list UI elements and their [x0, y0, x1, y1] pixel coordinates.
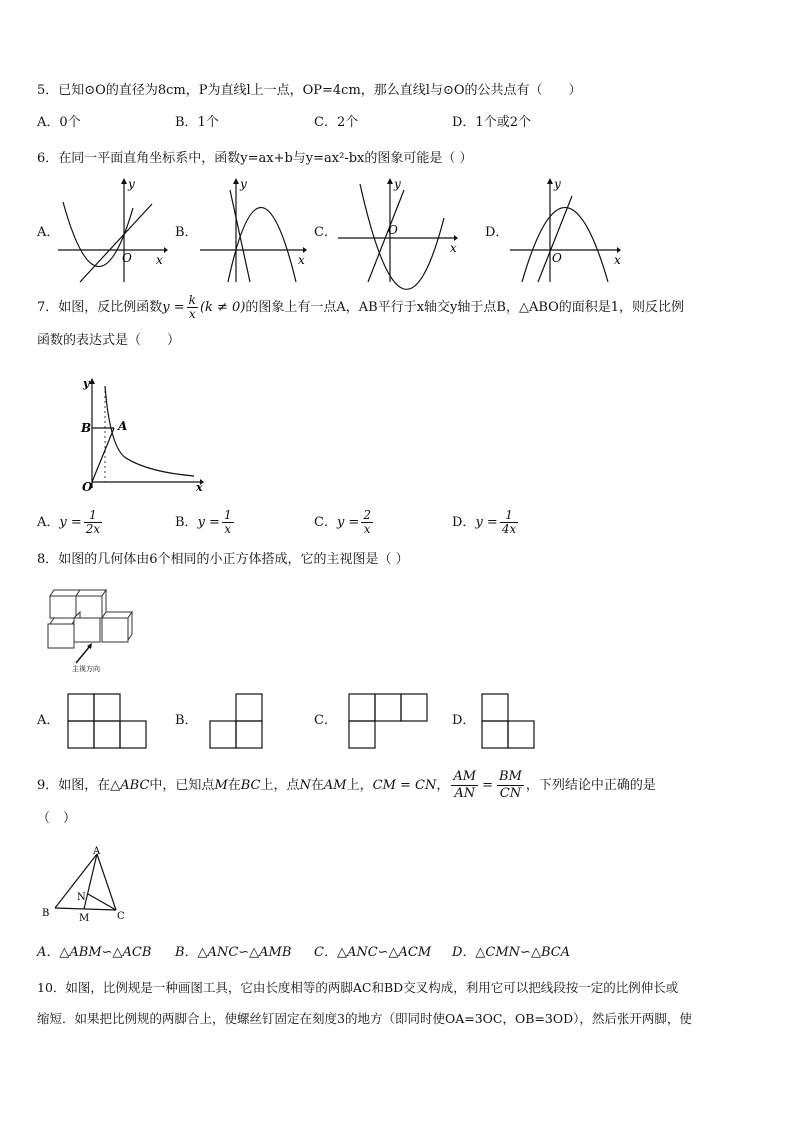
q9-mid4: 在	[310, 778, 324, 793]
q7-stem-pre: 7．如图，反比例函数	[37, 300, 163, 315]
q7-option-d-lhs: y =	[475, 515, 498, 530]
q6c-origin: O	[388, 223, 398, 237]
q7-option-a-num: 1	[84, 509, 102, 523]
q7-stem-line2: 函数的表达式是（ ）	[37, 333, 181, 348]
q6-graph-d	[510, 178, 625, 283]
q9-bc: BC	[240, 778, 261, 793]
q9-mid1: 中，已知点	[149, 778, 215, 793]
q9-label-n: N	[77, 892, 86, 903]
q8-cube-figure	[46, 588, 146, 673]
q9-frac1-den: AN	[454, 786, 476, 801]
q6d-y-label: y	[554, 177, 561, 191]
q6-option-d: D．	[485, 225, 509, 240]
q7-func-frac	[187, 294, 198, 321]
q7-option-a-lhs: y =	[59, 515, 82, 530]
q6b-x-label: x	[298, 253, 305, 267]
q6a-x-label: x	[156, 253, 163, 267]
q6a-origin: O	[122, 251, 132, 265]
q9-mid5: 上，	[346, 778, 373, 793]
q9-option-b: B．△ANC∽△AMB	[175, 945, 292, 960]
q6-graph-a	[58, 178, 168, 283]
q7-stem-post: 的图象上有一点A，AB平行于x轴交y轴于点B，△ABO的面积是1，则反比例	[245, 300, 685, 315]
q7-option-c-den: x	[363, 522, 371, 536]
q9-stem-line2: （ ）	[37, 811, 77, 826]
q10-line2: 缩短．如果把比例规的两脚合上，使螺丝钉固定在刻度3的地方（即同时使OA=3OC，OB=3OD），然后张开两脚，使	[37, 1011, 692, 1026]
q7-func-lhs: y =	[162, 300, 185, 315]
q7-option-d	[452, 508, 520, 538]
q6d-origin: O	[552, 251, 562, 265]
q8-view-c	[348, 693, 430, 749]
q6-graph-c	[338, 176, 463, 283]
q9-option-c: C．△ANC∽△ACM	[314, 945, 432, 960]
q9-frac2-num: BM	[499, 769, 522, 784]
q7-option-d-num: 1	[500, 509, 518, 523]
q6d-x-label: x	[614, 253, 621, 267]
q7-option-b-den: x	[224, 522, 232, 536]
q8-view-d	[481, 693, 537, 749]
q8-stem: 8．如图的几何体由6个相同的小正方体搭成，它的主视图是（ ）	[37, 552, 409, 567]
q8-direction-label: 主视方向	[72, 665, 100, 673]
q5-option-c: C．2个	[314, 115, 359, 130]
q7-func-den: x	[188, 307, 196, 321]
q7-option-c-lhs: y =	[336, 515, 360, 530]
q7-option-a-label: A．	[37, 515, 60, 530]
q5-stem: 5．已知⊙O的直径为8cm，P为直线l上一点，OP=4cm，那么直线l与⊙O的公共点有（ ）	[37, 83, 582, 98]
q7-option-b-num: 1	[223, 508, 232, 522]
q6c-x-label: x	[450, 241, 457, 255]
q5-option-b: B．1个	[175, 115, 219, 130]
q6-graph-b	[200, 178, 310, 283]
q9-comma: ，	[436, 778, 450, 793]
q8-option-b: B．	[175, 713, 198, 728]
q8-view-a	[67, 693, 147, 749]
q7-point-b: B	[81, 421, 92, 435]
q7-point-a: A	[118, 419, 128, 433]
q7-option-a	[37, 508, 104, 538]
q7-option-d-label: D．	[452, 515, 476, 530]
q9-option-d: D．△CMN∽△BCA	[452, 945, 571, 960]
q6-option-c: C．	[314, 225, 337, 240]
q7-option-d-den: 4x	[501, 522, 517, 536]
q9-label-a: A	[93, 846, 101, 857]
q9-triangle: △ABC	[110, 778, 150, 793]
q7-x-label: x	[196, 481, 203, 494]
q9-triangle-figure	[40, 846, 130, 924]
q9-m: M	[214, 778, 228, 793]
q7-y-label: y	[83, 377, 90, 390]
q5-option-a: A．0个	[37, 115, 81, 130]
q6a-y-label: y	[128, 177, 135, 191]
q9-mid3: 上，点	[260, 778, 300, 793]
q8-view-b	[209, 693, 265, 749]
q9-stem-post: ，下列结论中正确的是	[525, 778, 656, 793]
q7-origin: O	[82, 480, 93, 494]
q9-frac2-den: CN	[499, 786, 522, 801]
q8-option-c: C．	[314, 713, 337, 728]
q7-option-c-label: C．	[314, 515, 337, 530]
q9-frac1-num: AM	[453, 769, 477, 784]
q7-graph	[78, 378, 208, 493]
q8-option-a: A．	[37, 713, 60, 728]
q9-stem-pre: 9．如图，在	[37, 778, 111, 793]
q7-option-c-num: 2	[363, 508, 371, 522]
q10-line1: 10．如图，比例规是一种画图工具，它由长度相等的两脚AC和BD交叉构成，利用它可以把线段按一定的比例伸长或	[37, 980, 679, 995]
q9-stem: 9．如图，在△ABC中，已知点M在BC上，点N在AM上，CM = CN， $\frac{AM}{AN}$ = $\frac{BM}{CN}$ ，下列结论中正确的是	[37, 769, 656, 801]
q7-option-b-label: B．	[175, 515, 198, 530]
q7-option-b	[175, 508, 236, 538]
q7-option-c	[314, 508, 375, 538]
q9-mid2: 在	[227, 778, 241, 793]
q7-func-num: k	[188, 293, 196, 307]
q6b-y-label: y	[240, 177, 247, 191]
q7-stem	[37, 294, 684, 320]
q9-am: AM	[323, 778, 347, 793]
q7-option-a-den: 2x	[85, 522, 101, 536]
q7-option-b-lhs: y =	[197, 515, 220, 530]
q6-option-a: A．	[37, 225, 60, 240]
q7-func-cond: (k ≠ 0)	[199, 300, 246, 315]
q9-label-b: B	[42, 908, 50, 919]
q5-option-d: D．1个或2个	[452, 115, 531, 130]
q9-option-a: A．△ABM∽△ACB	[37, 945, 152, 960]
q9-n: N	[299, 778, 311, 793]
q9-eq1: CM = CN	[372, 778, 437, 793]
q8-option-d: D．	[452, 713, 476, 728]
q6-stem: 6．在同一平面直角坐标系中，函数y=ax+b与y=ax²-bx的图象可能是（ ）	[37, 151, 473, 166]
q6-option-b: B．	[175, 225, 198, 240]
q9-label-c: C	[117, 911, 125, 922]
q6c-y-label: y	[394, 177, 401, 191]
q9-label-m: M	[79, 913, 90, 924]
